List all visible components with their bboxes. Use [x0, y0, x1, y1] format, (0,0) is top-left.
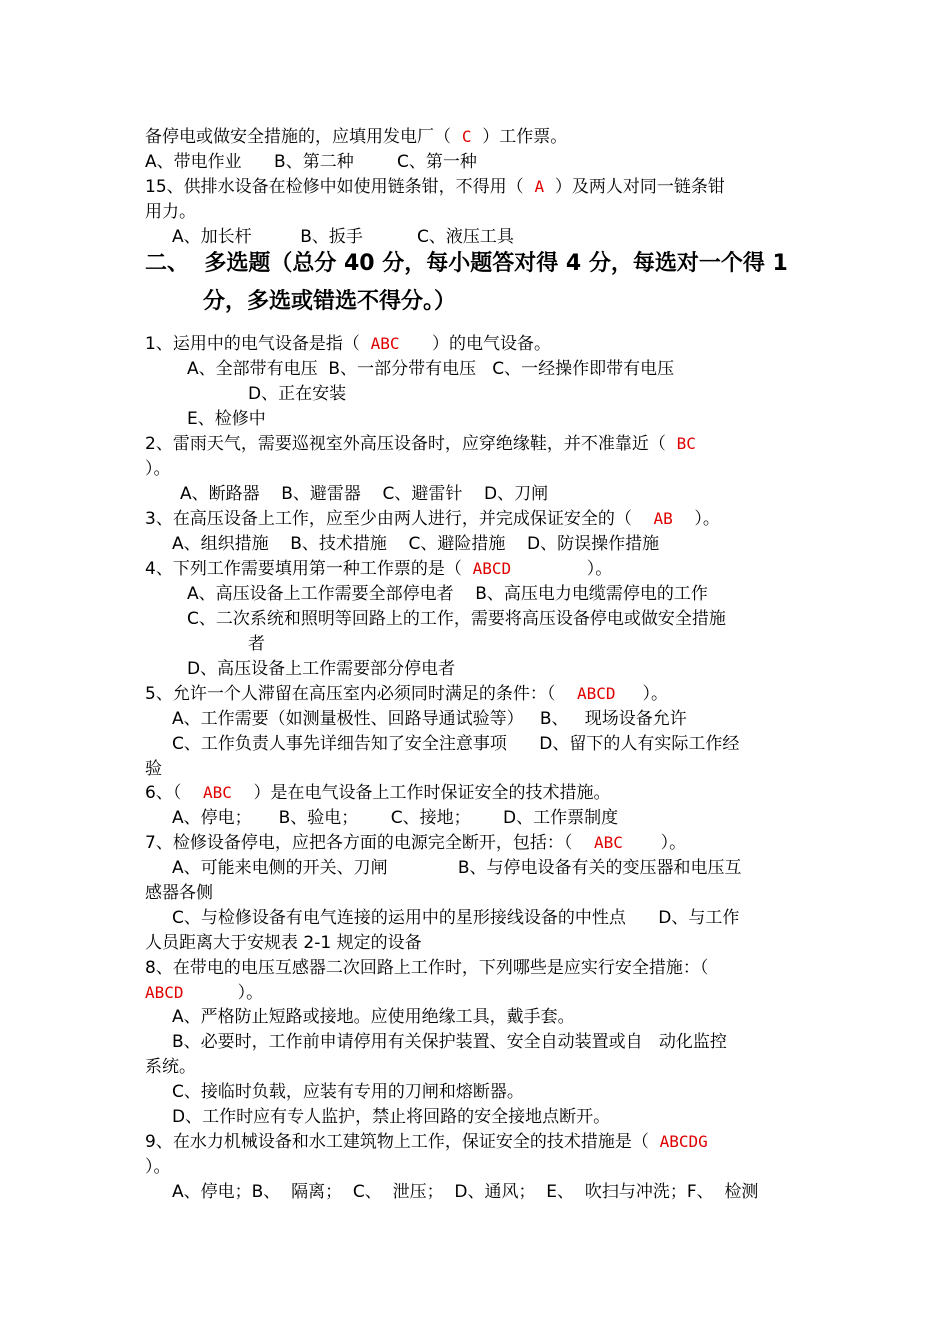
line-text: C、工作负责人事先详细告知了安全注意事项 D、留下的人有实际工作经	[172, 734, 740, 754]
line-text: A、可能来电侧的开关、刀闸 B、与停电设备有关的变压器和电压互	[172, 858, 742, 878]
line-text: A、断路器 B、避雷器 C、避雷针 D、刀闸	[180, 484, 549, 504]
line-text: ）工作票。	[471, 127, 568, 147]
line-text: 系统。	[145, 1057, 196, 1077]
text-line	[145, 176, 725, 198]
line-text: 备停电或做安全措施的，应填用发电厂（	[145, 127, 462, 147]
text-line	[187, 583, 708, 605]
text-line	[172, 708, 687, 730]
text-line	[145, 558, 612, 580]
answer-text: AB	[653, 509, 673, 528]
answer-text: ABCD	[145, 983, 184, 1002]
text-line	[145, 782, 610, 804]
answer-text: BC	[676, 434, 696, 453]
answer-text: ABC	[370, 334, 400, 353]
line-text: A、严格防止短路或接地。应使用绝缘工具，戴手套。	[172, 1007, 575, 1027]
text-line	[172, 1106, 610, 1128]
line-text: D、工作时应有专人监护，禁止将回路的安全接地点断开。	[172, 1107, 611, 1127]
line-text: ）。	[145, 459, 171, 479]
text-line	[248, 633, 265, 655]
line-text: 二、 多选题（总分 40 分，每小题答对得 4 分，每选对一个得 1	[145, 251, 788, 276]
line-text: D、正在安装	[248, 384, 347, 404]
text-line	[145, 508, 720, 530]
line-text: A、停电；B、 隔离； C、 泄压； D、通风； E、 吹扫与冲洗；F、 检测	[172, 1182, 759, 1202]
line-text: C、与检修设备有电气连接的运用中的星形接线设备的中性点 D、与工作	[172, 908, 740, 928]
line-text: D、高压设备上工作需要部分停电者	[187, 659, 456, 679]
text-line	[248, 383, 346, 405]
answer-text: ABCD	[472, 559, 512, 578]
text-line	[145, 1056, 196, 1078]
text-line	[145, 1156, 171, 1178]
text-line	[187, 408, 266, 430]
line-text: 分，多选或错选不得分。）	[203, 289, 457, 314]
text-line	[172, 226, 514, 248]
line-text: ）。	[511, 559, 613, 579]
text-line	[172, 1006, 575, 1028]
text-line	[145, 932, 422, 954]
line-text: A、带电作业 B、第二种 C、第一种	[145, 152, 477, 172]
line-text: C、二次系统和照明等回路上的工作，需要将高压设备停电或做安全措施	[187, 609, 726, 629]
text-line	[145, 1131, 708, 1153]
text-line	[187, 358, 674, 380]
line-text: ）。	[615, 684, 668, 704]
line-text: 3、在高压设备上工作，应至少由两人进行，并完成保证安全的（	[145, 509, 654, 529]
line-text: 2、雷雨天气，需要巡视室外高压设备时，应穿绝缘鞋，并不准靠近（	[145, 434, 677, 454]
answer-text: ABCDG	[659, 1132, 708, 1151]
text-line	[145, 333, 551, 355]
section-heading-line	[145, 249, 788, 279]
text-line	[145, 126, 567, 148]
answer-text: C	[461, 127, 472, 146]
text-line	[145, 201, 196, 223]
text-line	[172, 807, 618, 829]
text-line	[172, 533, 659, 555]
text-line	[172, 857, 742, 879]
text-line	[187, 658, 455, 680]
answer-text: ABC	[202, 783, 232, 802]
answer-text: A	[534, 177, 545, 196]
line-text: 5、允许一个人滞留在高压室内必须同时满足的条件：（	[145, 684, 577, 704]
text-line	[145, 458, 171, 480]
line-text: ）。	[145, 1157, 171, 1177]
text-line	[145, 957, 708, 979]
line-text: 者	[248, 634, 265, 654]
line-text: 9、在水力机械设备和水工建筑物上工作，保证安全的技术措施是（	[145, 1132, 660, 1152]
line-text: 6、（	[145, 783, 203, 803]
line-text: A、全部带有电压 B、一部分带有电压 C、一经操作即带有电压	[187, 359, 675, 379]
text-line	[145, 758, 162, 780]
line-text: ）。	[672, 509, 720, 529]
line-text: ）。	[183, 983, 264, 1003]
text-line	[145, 683, 668, 705]
answer-text: ABCD	[576, 684, 616, 703]
text-line	[145, 832, 686, 854]
section-heading-line	[203, 287, 456, 317]
text-line	[145, 433, 696, 455]
text-line	[145, 982, 263, 1004]
text-line	[172, 907, 739, 929]
line-text: 4、下列工作需要填用第一种工作票的是（	[145, 559, 473, 579]
line-text: 8、在带电的电压互感器二次回路上工作时，下列哪些是应实行安全措施：（	[145, 958, 709, 978]
text-line	[187, 608, 726, 630]
text-line	[172, 1181, 758, 1203]
line-text: 验	[145, 759, 162, 779]
text-line	[145, 151, 477, 173]
text-line	[145, 882, 213, 904]
line-text: ）的电气设备。	[399, 334, 551, 354]
line-text: 感器各侧	[145, 883, 213, 903]
text-line	[180, 483, 548, 505]
line-text: A、工作需要（如测量极性、回路导通试验等） B、 现场设备允许	[172, 709, 687, 729]
line-text: A、停电； B、验电； C、接地； D、工作票制度	[172, 808, 619, 828]
line-text: ）。	[622, 833, 687, 853]
line-text: 7、检修设备停电，应把各方面的电源完全断开，包括：（	[145, 833, 594, 853]
line-text: E、检修中	[187, 409, 266, 429]
line-text: ）及两人对同一链条钳	[544, 177, 725, 197]
line-text: 人员距离大于安规表 2-1 规定的设备	[145, 933, 422, 953]
line-text: A、加长杆 B、扳手 C、液压工具	[172, 227, 514, 247]
line-text: C、接临时负载，应装有专用的刀闸和熔断器。	[172, 1082, 524, 1102]
text-line	[172, 1081, 524, 1103]
text-line	[172, 1031, 727, 1053]
text-line	[172, 733, 739, 755]
line-text: ）是在电气设备上工作时保证安全的技术措施。	[231, 783, 611, 803]
answer-text: ABC	[593, 833, 623, 852]
line-text: A、高压设备上工作需要全部停电者 B、高压电力电缆需停电的工作	[187, 584, 708, 604]
line-text: A、组织措施 B、技术措施 C、避险措施 D、防误操作措施	[172, 534, 660, 554]
line-text: 1、运用中的电气设备是指（	[145, 334, 371, 354]
line-text: 15、供排水设备在检修中如使用链条钳，不得用（	[145, 177, 535, 197]
line-text: 用力。	[145, 202, 196, 222]
line-text: B、必要时，工作前申请停用有关保护装置、安全自动装置或自 动化监控	[172, 1032, 727, 1052]
